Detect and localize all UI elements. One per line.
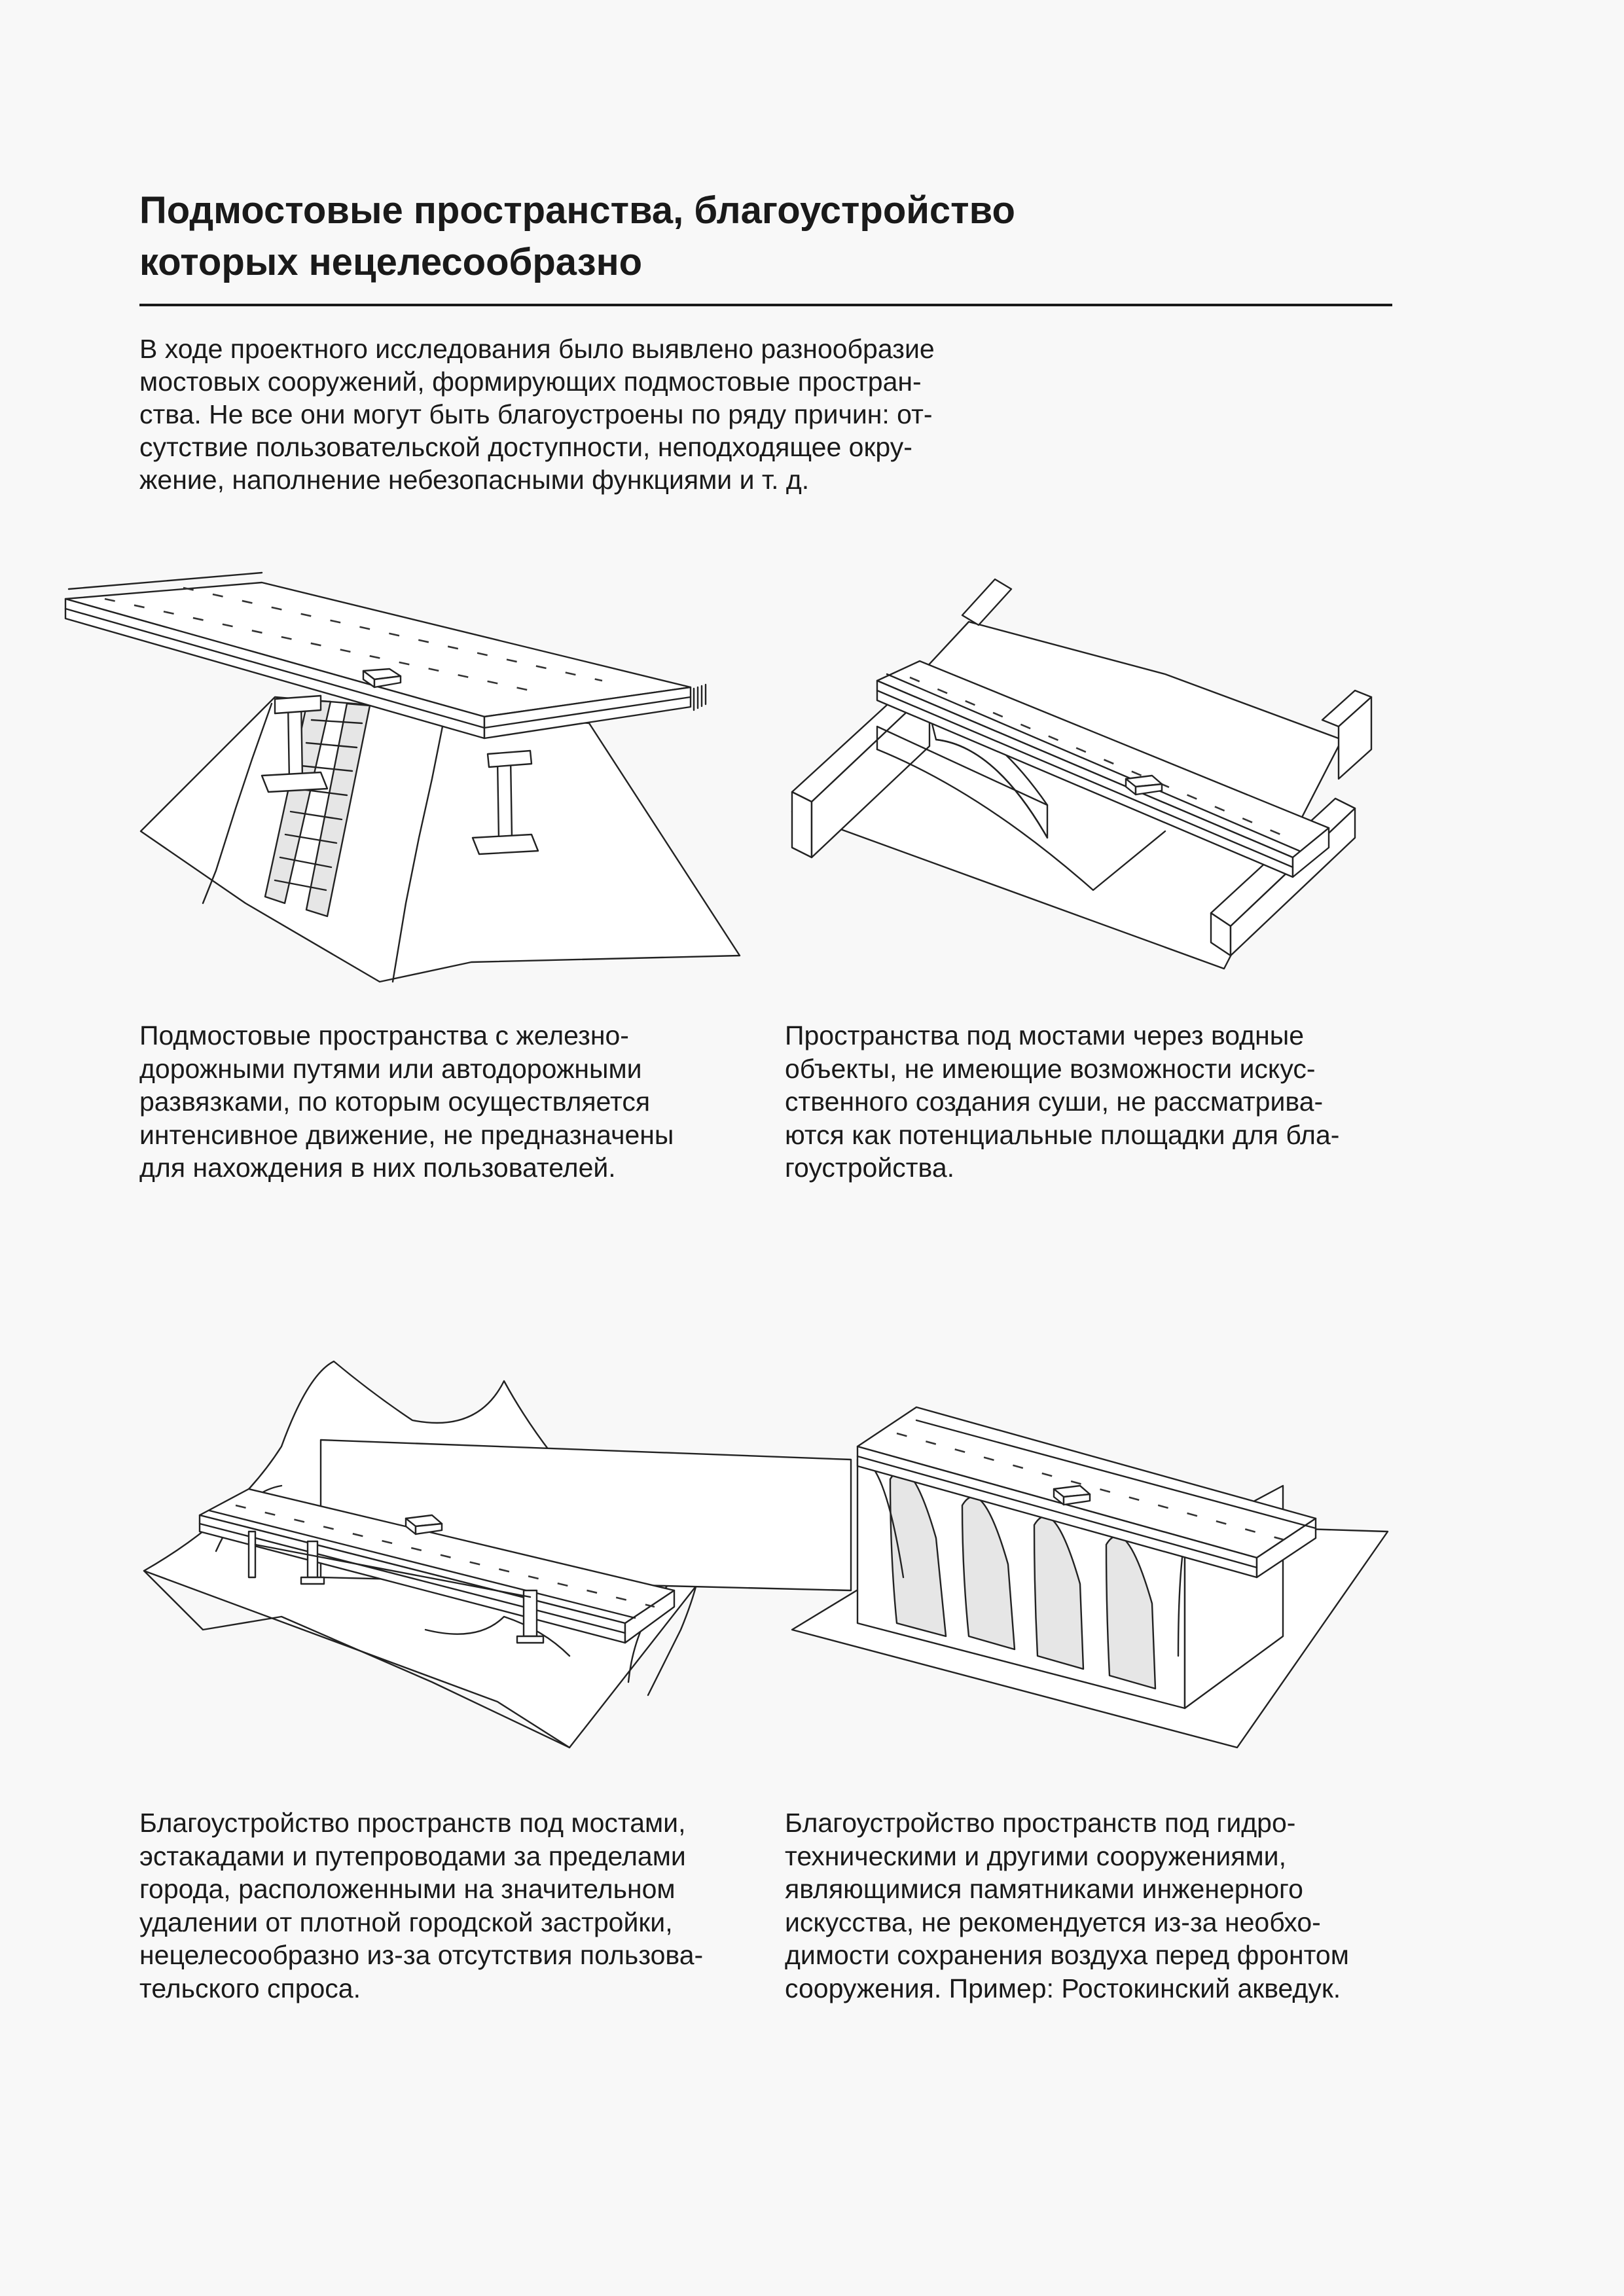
title-divider [139, 304, 1392, 306]
caption-line: города, расположенными на значительном [139, 1874, 676, 1904]
caption-line: для нахождения в них пользователей. [139, 1153, 616, 1183]
case-caption-railway [139, 1019, 768, 1185]
caption-line: удалении от плотной городской застройки, [139, 1907, 673, 1937]
caption-line: развязками, по которым осуществляется [139, 1086, 651, 1117]
caption-line: тельского спроса. [139, 1973, 361, 2003]
caption-line: техническими и другими сооружениями, [785, 1840, 1286, 1871]
case-caption-water [785, 1019, 1413, 1185]
caption-line: димости сохранения воздуха перед фронтом [785, 1940, 1349, 1970]
caption-line: являющимися памятниками инженерного [785, 1874, 1303, 1904]
caption-line: искусства, не рекомендуется из-за необхо- [785, 1907, 1321, 1937]
caption-line: ственного создания суши, не рассматрива- [785, 1086, 1324, 1117]
intro-line: мостовых сооружений, формирующих подмостовые простран- [139, 367, 922, 397]
intro-line: сутствие пользовательской доступности, неподходящее окру- [139, 432, 912, 462]
remote-bridge-over-ravine-illustration [137, 1355, 759, 1761]
caption-line: сооружения. Пример: Ростокинский акведук. [785, 1973, 1341, 2003]
case-caption-remote [139, 1806, 768, 2005]
intro-line: В ходе проектного исследования было выявлено разнообразие [139, 334, 935, 364]
title-line: Подмостовые пространства, благоустройство [139, 189, 1015, 232]
intro-line: ства. Не все они могут быть благоустроены по ряду причин: от- [139, 399, 933, 429]
title-line: которых нецелесообразно [139, 241, 643, 283]
caption-line: гоустройства. [785, 1153, 955, 1183]
caption-line: Благоустройство пространств под гидро- [785, 1808, 1296, 1838]
caption-line: Подмостовые пространства с железно- [139, 1020, 629, 1050]
overpass-over-railway-illustration [131, 563, 753, 982]
intro-paragraph [139, 332, 1056, 496]
caption-line: дорожными путями или автодорожными [139, 1053, 642, 1084]
caption-line: нецелесообразно из-за отсутствия пользова- [139, 1940, 704, 1970]
case-caption-aqueduct [785, 1806, 1413, 2005]
aqueduct-bridge-illustration [785, 1361, 1407, 1754]
bridge-over-water-illustration [779, 576, 1401, 969]
caption-line: Пространства под мостами через водные [785, 1020, 1305, 1050]
caption-line: интенсивное движение, не предназначены [139, 1119, 674, 1150]
caption-line: объекты, не имеющие возможности искус- [785, 1053, 1316, 1084]
caption-line: Благоустройство пространств под мостами, [139, 1808, 686, 1838]
intro-line: жение, наполнение небезопасными функциями и т. д. [139, 465, 810, 495]
caption-line: эстакадами и путепроводами за пределами [139, 1840, 686, 1871]
caption-line: ются как потенциальные площадки для бла- [785, 1119, 1340, 1150]
page-title [139, 185, 1383, 288]
